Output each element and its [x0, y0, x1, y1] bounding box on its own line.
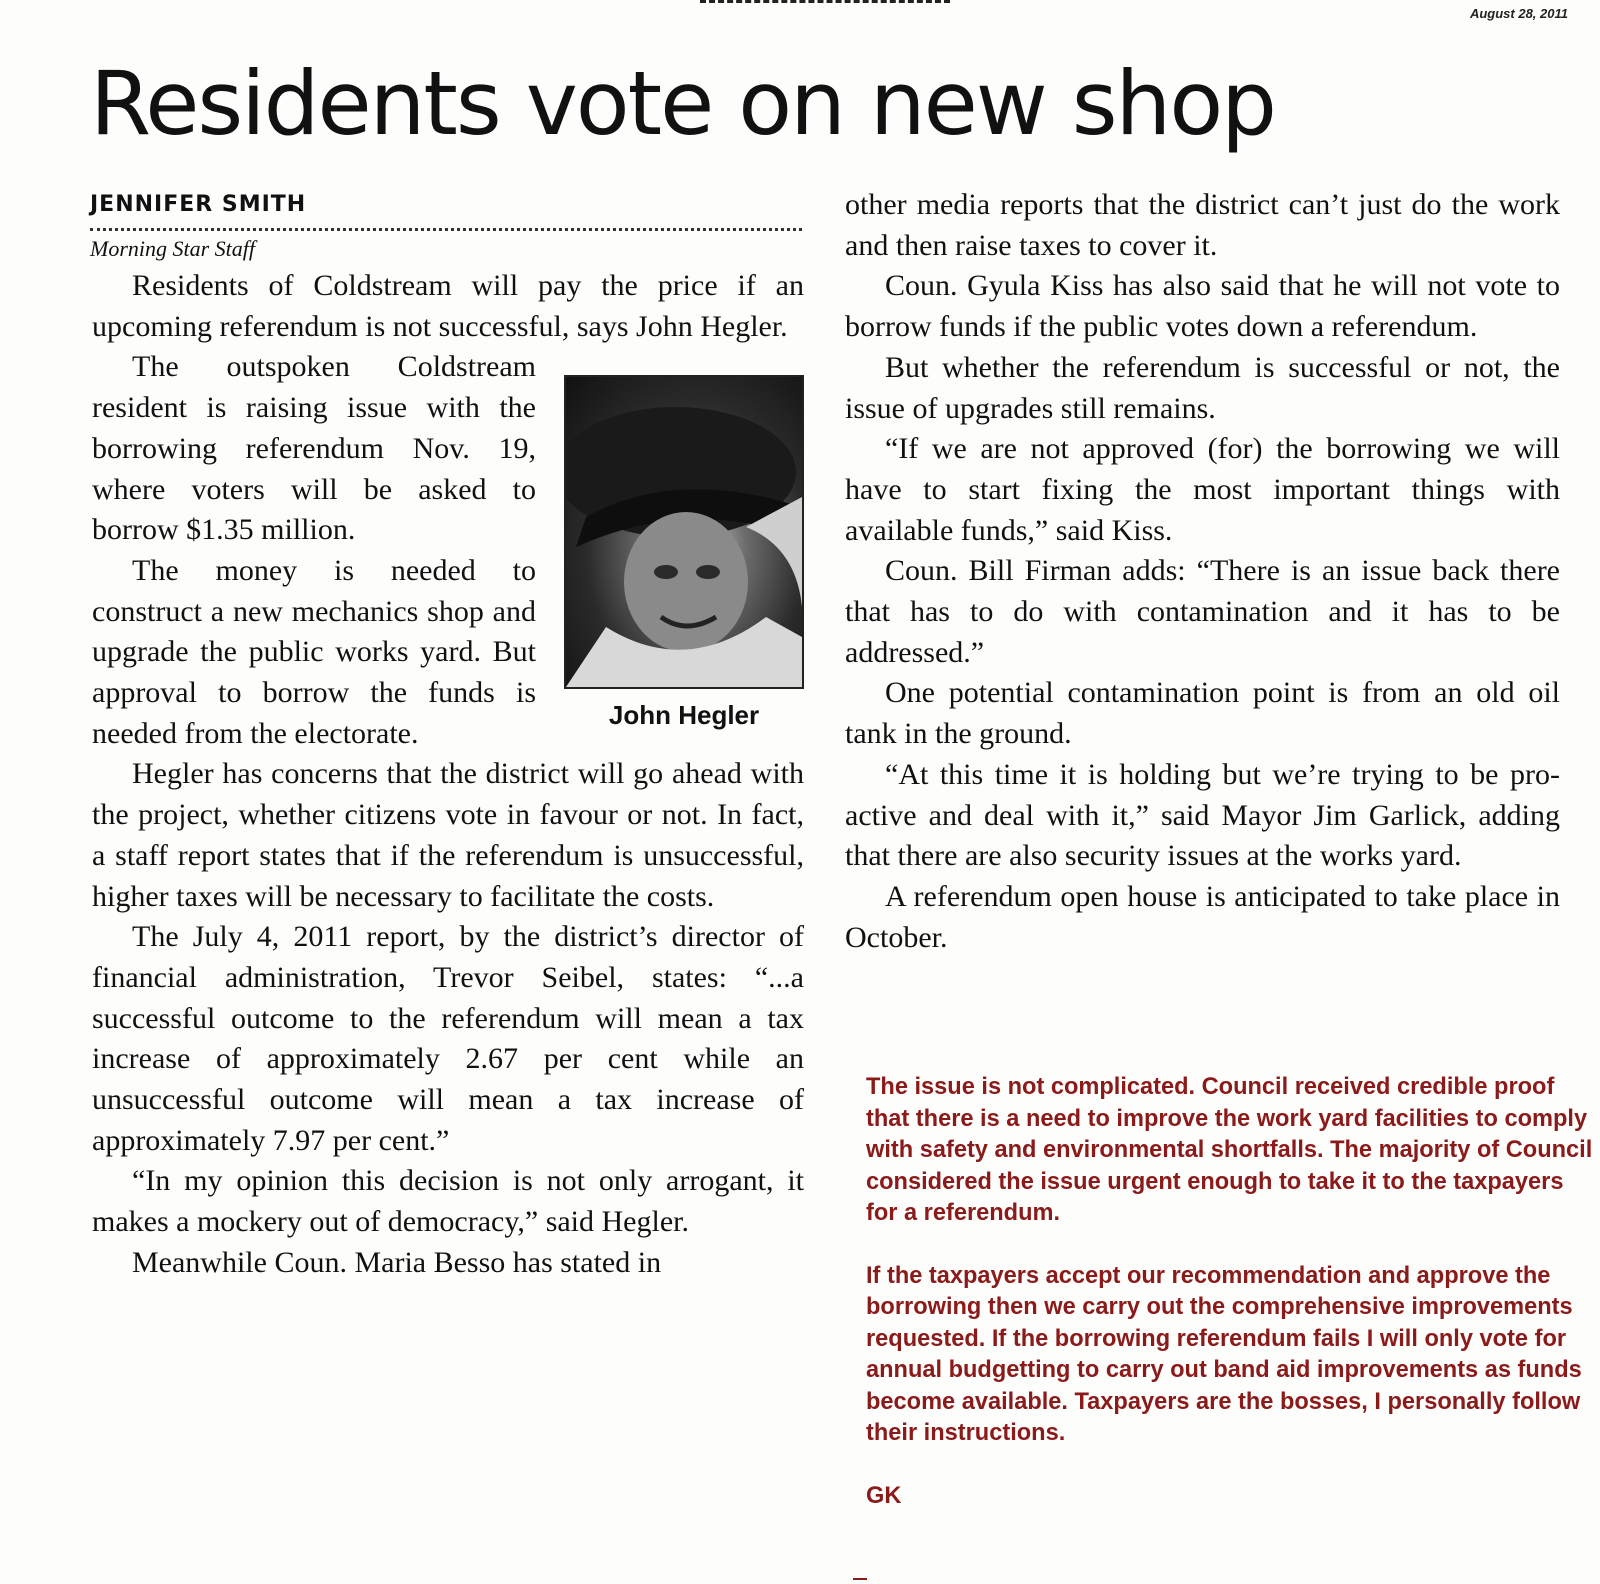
byline-divider: [90, 228, 802, 231]
article-right-column: [845, 185, 1560, 958]
handwritten-annotation: [866, 1072, 1600, 1512]
article-paragraph: Residents of Coldstream will pay the price if an upcoming referendum is not successful, says John Hegler.: [92, 269, 804, 343]
annotation-paragraph: If the taxpayers accept our recommendation and approve the borrowing then we carry out the comprehensive improvements requested. If the borrowing referendum fails I will only vote for annual budgetting to carry out band aid improvements as funds become available. Taxpayers are the bosses, I personally follow their instructions.: [866, 1262, 1582, 1446]
article-paragraph: The money is needed to construct a new mechanics shop and upgrade the public works yard. But approval to borrow the funds is needed from the electorate.: [92, 553, 536, 750]
photo-block: [564, 375, 804, 740]
article-paragraph: The July 4, 2011 report, by the district’s director of financial administration, Trevor Seibel, states: “...a successful outcome to the referendum will mean a tax increase of approximately 2.67 per cent while an unsuccessful outcome will mean a tax increase of approximately 7.97 per cent.”: [92, 920, 804, 1157]
byline-affiliation: Morning Star Staff: [90, 236, 256, 261]
article-paragraph: But whether the referendum is successful or not, the issue of upgrades still remains.: [845, 350, 1560, 425]
article-paragraph: other media reports that the district can’t just do the work and then raise taxes to cover it.: [845, 188, 1560, 262]
article-paragraph: Coun. Gyula Kiss has also said that he will not vote to borrow funds if the public votes down a referendum.: [845, 269, 1560, 344]
article-paragraph: “In my opinion this decision is not only arrogant, it makes a mockery out of democracy,” said Hegler.: [92, 1164, 804, 1239]
article-paragraph: “At this time it is holding but we’re trying to be pro-active and deal with it,” said Mayor Jim Garlick, adding that there are also security issues at the works yard.: [845, 757, 1560, 873]
article-paragraph: One potential contamination point is from an old oil tank in the ground.: [845, 676, 1560, 751]
top-rule: [700, 0, 950, 7]
article-paragraph: A referendum open house is anticipated to take place in October.: [845, 879, 1560, 954]
portrait-image-icon: [566, 377, 802, 687]
article-paragraph: Meanwhile Coun. Maria Besso has stated in: [132, 1245, 662, 1279]
article-paragraph: “If we are not approved (for) the borrowing we will have to start fixing the most important things with available funds,” said Kiss.: [845, 432, 1560, 547]
annotation-paragraph: The issue is not complicated. Council received credible proof that there is a need to improve the work yard facilities to comply with safety and environmental shortfalls. The majority of Council considered the issue urgent enough to take it to the taxpayers for a referendum.: [866, 1074, 1593, 1226]
photo-caption: John Hegler: [608, 700, 760, 731]
headline: Residents vote on new shop: [90, 52, 1276, 155]
annotation-signature: GK: [866, 1482, 902, 1509]
byline-author: JENNIFER SMITH: [90, 192, 307, 217]
article-paragraph: Coun. Bill Firman adds: “There is an issue back there that has to do with contamination and it has to be addressed.”: [845, 554, 1560, 669]
signature-underline: [853, 1578, 867, 1580]
article-paragraph: The outspoken Coldstream resident is raising issue with the borrowing referendum Nov. 19, where voters will be asked to borrow $1.35 million.: [92, 350, 536, 547]
article-paragraph: Hegler has concerns that the district will go ahead with the project, whether citizens vote in favour or not. In fact, a staff report states that if the referendum is unsuccessful, higher taxes will be necessary to facilitate the costs.: [92, 757, 804, 913]
portrait-photo: [564, 375, 804, 689]
article-left-column: [92, 266, 804, 1284]
publication-date: August 28, 2011: [1469, 6, 1568, 21]
